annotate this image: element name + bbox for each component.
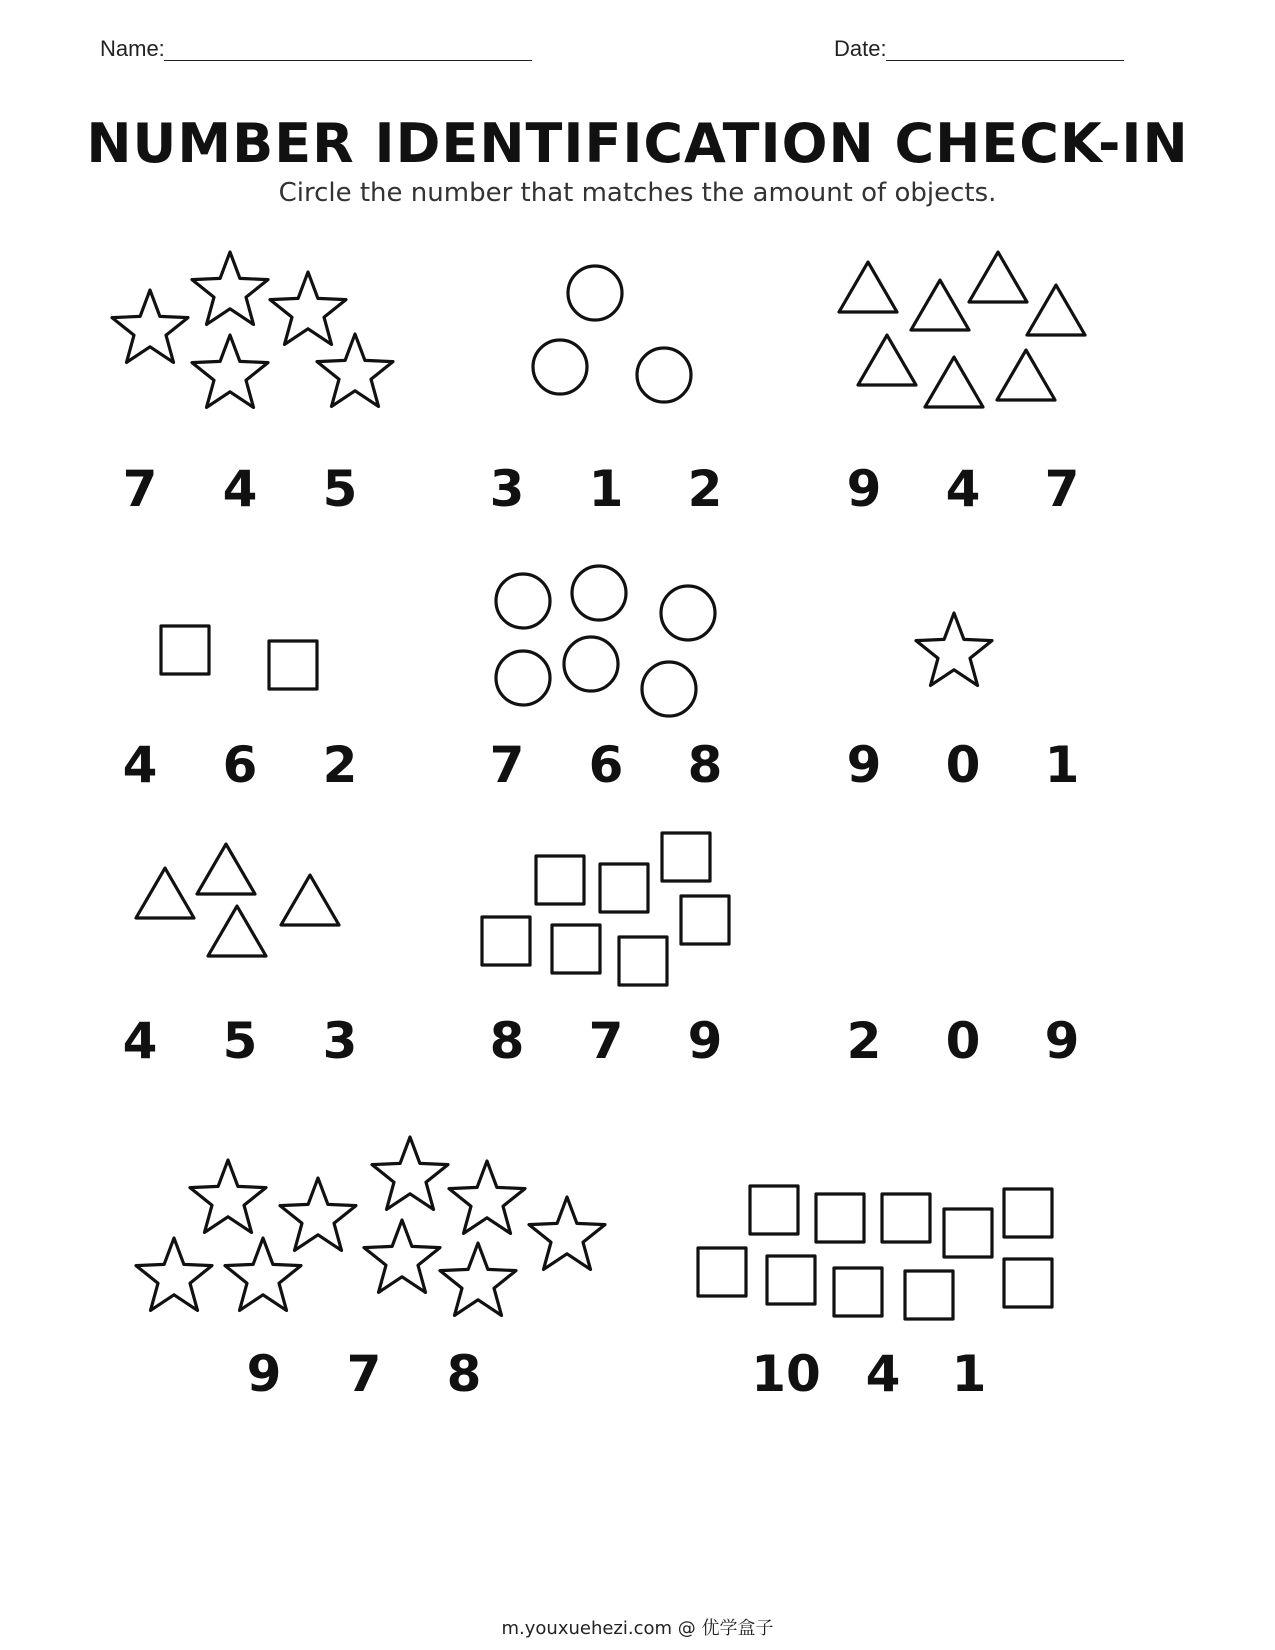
square-icon <box>662 833 710 881</box>
name-label: Name: <box>100 36 165 61</box>
answer-choice[interactable]: 5 <box>222 1012 258 1070</box>
square-icon <box>1004 1259 1052 1307</box>
square-icon <box>536 856 584 904</box>
star-icon <box>270 272 346 344</box>
answer-choice[interactable]: 8 <box>446 1345 482 1403</box>
circle-icon <box>564 637 618 691</box>
answer-choice[interactable]: 0 <box>945 1012 981 1070</box>
triangle-icon <box>997 350 1055 400</box>
circle-icon <box>533 340 587 394</box>
square-icon <box>161 626 209 674</box>
answer-choice[interactable]: 7 <box>588 1012 624 1070</box>
star-icon <box>192 335 268 407</box>
square-icon <box>600 864 648 912</box>
triangle-icon <box>197 844 255 894</box>
square-icon <box>269 641 317 689</box>
triangle-icon <box>208 906 266 956</box>
square-icon <box>619 937 667 985</box>
answer-choice[interactable]: 1 <box>951 1345 987 1403</box>
square-icon <box>834 1268 882 1316</box>
answer-choice[interactable]: 3 <box>322 1012 358 1070</box>
circle-icon <box>572 566 626 620</box>
star-icon <box>529 1197 605 1269</box>
circle-icon <box>496 574 550 628</box>
star-icon <box>364 1220 440 1292</box>
triangle-icon <box>911 280 969 330</box>
triangle-icon <box>136 868 194 918</box>
answer-choice[interactable]: 9 <box>846 736 882 794</box>
circle-icon <box>642 662 696 716</box>
star-icon <box>317 334 393 406</box>
circle-icon <box>568 266 622 320</box>
answer-choice[interactable]: 9 <box>1044 1012 1080 1070</box>
star-icon <box>440 1243 516 1315</box>
answer-choice[interactable]: 7 <box>489 736 525 794</box>
answer-choice[interactable]: 7 <box>122 460 158 518</box>
triangle-icon <box>281 875 339 925</box>
answer-choice[interactable]: 2 <box>846 1012 882 1070</box>
answer-choice[interactable]: 1 <box>588 460 624 518</box>
star-icon <box>112 290 188 362</box>
answer-choice[interactable]: 4 <box>945 460 981 518</box>
answer-choice[interactable]: 2 <box>322 736 358 794</box>
circle-icon <box>637 348 691 402</box>
star-icon <box>916 613 992 685</box>
answer-choice[interactable]: 2 <box>687 460 723 518</box>
star-icon <box>192 252 268 324</box>
answer-choice[interactable]: 8 <box>687 736 723 794</box>
answer-choice[interactable]: 1 <box>1044 736 1080 794</box>
square-icon <box>750 1186 798 1234</box>
answer-choice[interactable]: 5 <box>322 460 358 518</box>
answer-choice[interactable]: 10 <box>751 1345 821 1403</box>
circle-icon <box>661 586 715 640</box>
answer-choice[interactable]: 4 <box>865 1345 901 1403</box>
square-icon <box>681 896 729 944</box>
square-icon <box>482 917 530 965</box>
square-icon <box>944 1209 992 1257</box>
answer-choice[interactable]: 7 <box>1044 460 1080 518</box>
star-icon <box>449 1161 525 1233</box>
square-icon <box>1004 1189 1052 1237</box>
answer-choice[interactable]: 8 <box>489 1012 525 1070</box>
star-icon <box>372 1137 448 1209</box>
star-icon <box>190 1160 266 1232</box>
triangle-icon <box>839 262 897 312</box>
footer-watermark: m.youxuehezi.com @ 优学盒子 <box>501 1618 774 1639</box>
square-icon <box>816 1194 864 1242</box>
answer-choice[interactable]: 6 <box>588 736 624 794</box>
answer-choice[interactable]: 7 <box>346 1345 382 1403</box>
star-icon <box>225 1238 301 1310</box>
square-icon <box>698 1248 746 1296</box>
answer-choice[interactable]: 9 <box>846 460 882 518</box>
answer-choice[interactable]: 0 <box>945 736 981 794</box>
answer-choice[interactable]: 9 <box>246 1345 282 1403</box>
answer-choice[interactable]: 3 <box>489 460 525 518</box>
triangle-icon <box>858 335 916 385</box>
star-icon <box>280 1178 356 1250</box>
answer-choice[interactable]: 4 <box>122 736 158 794</box>
answer-choice[interactable]: 4 <box>122 1012 158 1070</box>
square-icon <box>882 1194 930 1242</box>
answer-choice[interactable]: 4 <box>222 460 258 518</box>
square-icon <box>552 925 600 973</box>
date-label: Date: <box>834 36 887 61</box>
triangle-icon <box>925 357 983 407</box>
page-title: NUMBER IDENTIFICATION CHECK-IN <box>86 112 1189 175</box>
answer-choice[interactable]: 9 <box>687 1012 723 1070</box>
instructions: Circle the number that matches the amount of objects. <box>278 178 997 208</box>
triangle-icon <box>969 252 1027 302</box>
circle-icon <box>496 651 550 705</box>
star-icon <box>136 1238 212 1310</box>
square-icon <box>905 1271 953 1319</box>
triangle-icon <box>1027 285 1085 335</box>
square-icon <box>767 1256 815 1304</box>
answer-choice[interactable]: 6 <box>222 736 258 794</box>
